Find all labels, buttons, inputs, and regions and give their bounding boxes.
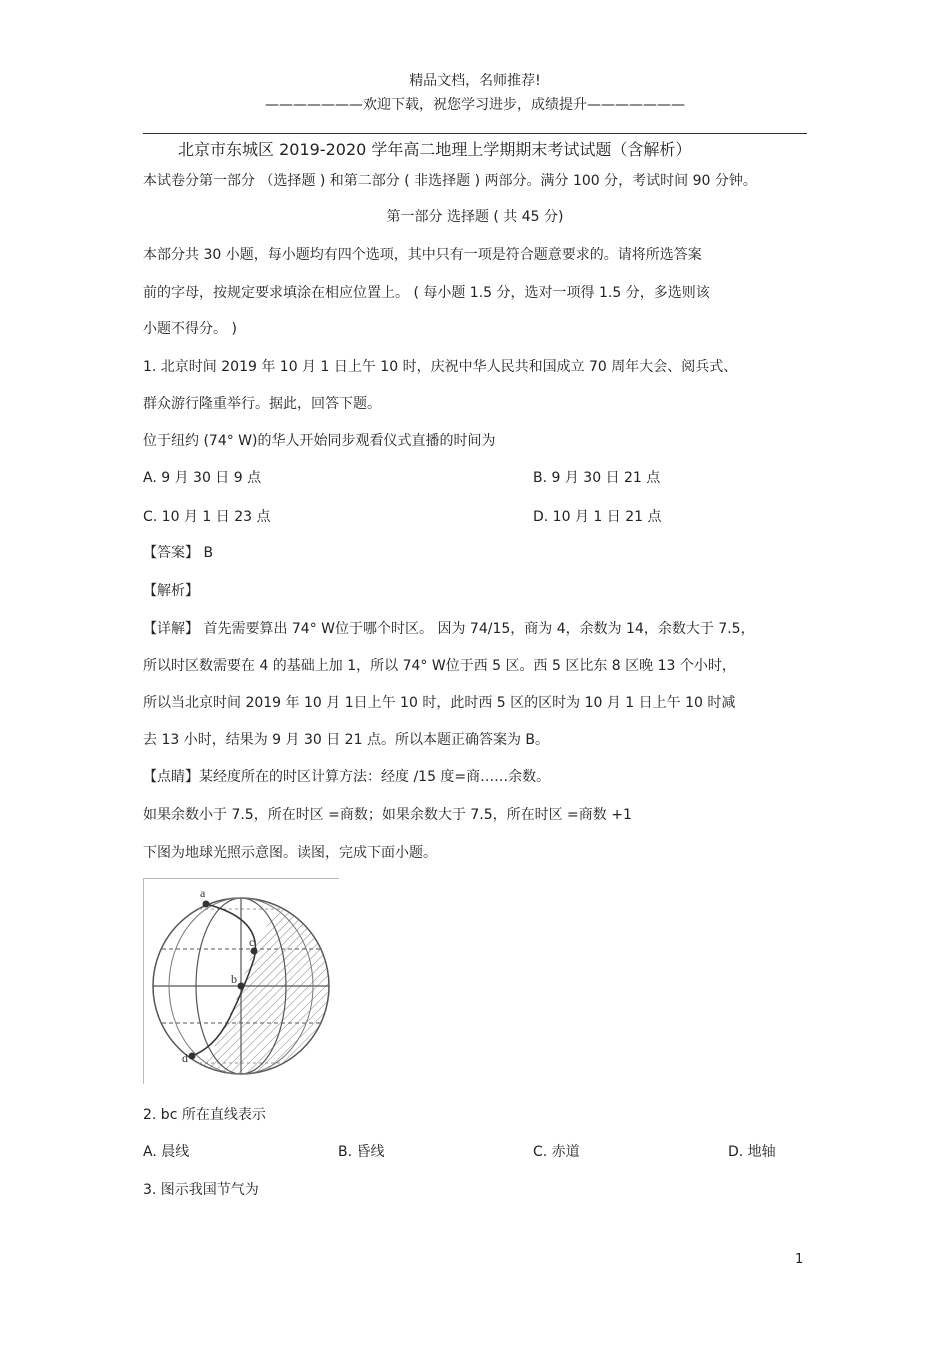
label-c: c xyxy=(249,935,255,949)
instruction-line-3: 小题不得分。 ) xyxy=(143,321,237,337)
figure-intro: 下图为地球光照示意图。读图，完成下面小题。 xyxy=(143,845,437,861)
q2-option-a: A. 晨线 xyxy=(143,1144,190,1160)
q1-stem-line-2: 群众游行隆重举行。据此，回答下题。 xyxy=(143,396,381,412)
label-b: b xyxy=(231,972,237,986)
q2-stem: 2. bc 所在直线表示 xyxy=(143,1107,266,1123)
q1-detail-line-1: 【详解】 首先需要算出 74° W位于哪个时区。 因为 74/15，商为 4，余数为 14，余数大于 7.5， xyxy=(143,621,755,637)
q3-stem: 3. 图示我国节气为 xyxy=(143,1182,259,1198)
intro-text: 本试卷分第一部分 （选择题 ) 和第二部分 ( 非选择题 ) 两部分。满分 100 分，考试时间 90 分钟。 xyxy=(143,173,757,189)
q1-answer: 【答案】 B xyxy=(143,545,214,561)
q2-option-d: D. 地轴 xyxy=(728,1144,776,1160)
header-line-2: ———————欢迎下载，祝您学习进步，成绩提升——————— xyxy=(265,97,685,113)
q1-tip-line-2: 如果余数小于 7.5，所在时区 =商数；如果余数大于 7.5，所在时区 =商数 +1 xyxy=(143,807,632,823)
instruction-line-1: 本部分共 30 小题，每小题均有四个选项，其中只有一项是符合题意要求的。请将所选答案 xyxy=(143,247,702,263)
q1-option-c: C. 10 月 1 日 23 点 xyxy=(143,509,271,525)
earth-illumination-figure xyxy=(143,878,339,1084)
point-b xyxy=(238,983,245,990)
instruction-line-2: 前的字母，按规定要求填涂在相应位置上。 ( 每小题 1.5 分，选对一项得 1.5 分，多选则该 xyxy=(143,285,710,301)
q1-stem-line-3: 位于纽约 (74° W)的华人开始同步观看仪式直播的时间为 xyxy=(143,433,496,449)
page-number: 1 xyxy=(795,1252,804,1267)
q1-option-b: B. 9 月 30 日 21 点 xyxy=(533,470,661,486)
q1-stem-line-1: 1. 北京时间 2019 年 10 月 1 日上午 10 时，庆祝中华人民共和国成立 70 周年大会、阅兵式、 xyxy=(143,359,738,375)
q2-option-b: B. 昏线 xyxy=(338,1144,385,1160)
q1-option-a: A. 9 月 30 日 9 点 xyxy=(143,470,262,486)
q1-detail-line-3: 所以当北京时间 2019 年 10 月 1日上午 10 时，此时西 5 区的区时为 10 月 1 日上午 10 时减 xyxy=(143,695,736,711)
q2-option-c: C. 赤道 xyxy=(533,1144,580,1160)
label-a: a xyxy=(200,886,206,900)
header-line-1: 精品文档，名师推荐! xyxy=(409,73,541,89)
header-divider xyxy=(143,133,807,134)
q1-detail-line-2: 所以时区数需要在 4 的基础上加 1，所以 74° W位于西 5 区。西 5 区比东 8 区晚 13 个小时， xyxy=(143,658,736,674)
q1-option-d: D. 10 月 1 日 21 点 xyxy=(533,509,662,525)
q1-detail-line-4: 去 13 小时，结果为 9 月 30 日 21 点。所以本题正确答案为 B。 xyxy=(143,732,550,748)
label-d: d xyxy=(182,1051,188,1065)
q1-analysis-label: 【解析】 xyxy=(143,583,199,599)
point-d xyxy=(189,1053,196,1060)
q1-tip-line-1: 【点睛】某经度所在的时区计算方法：经度 /15 度=商……余数。 xyxy=(143,769,551,785)
point-a xyxy=(203,901,210,908)
page-title: 北京市东城区 2019-2020 学年高二地理上学期期末考试试题（含解析） xyxy=(178,140,692,159)
part-heading: 第一部分 选择题 ( 共 45 分) xyxy=(386,209,564,225)
globe-diagram xyxy=(144,879,339,1084)
